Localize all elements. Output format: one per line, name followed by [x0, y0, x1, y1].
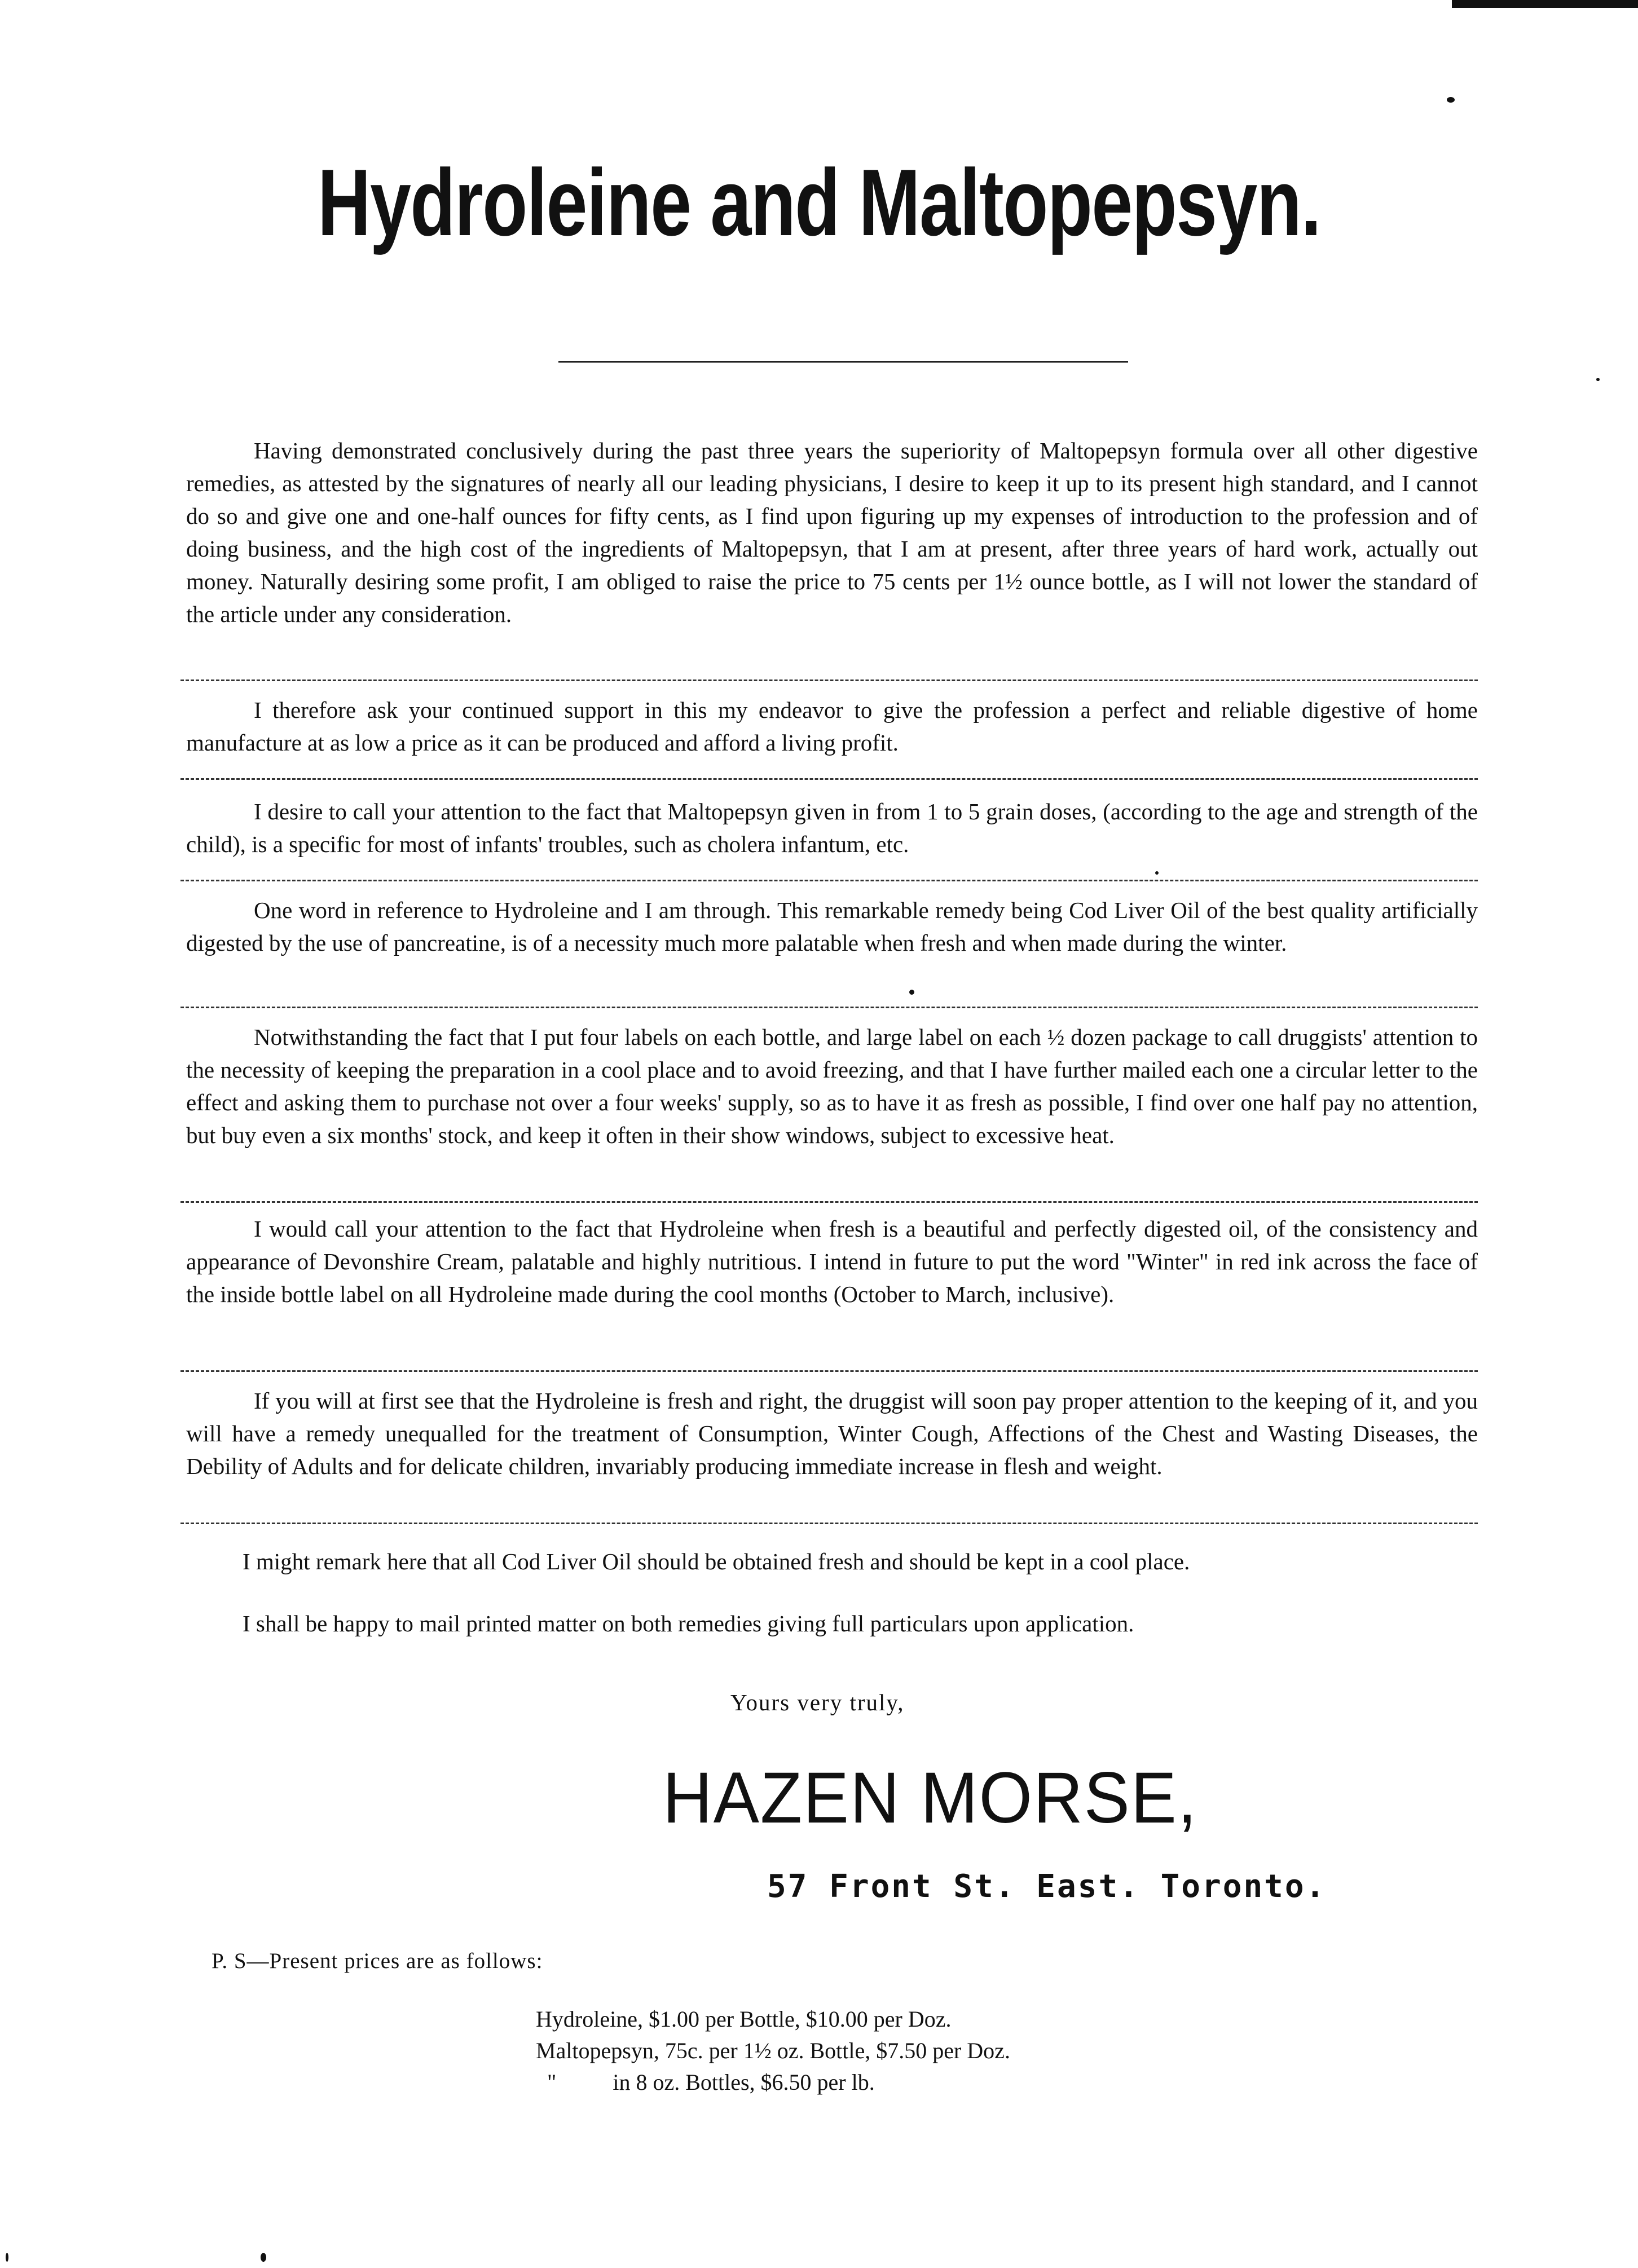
- section-divider: [180, 1007, 1478, 1008]
- closing-salutation: Yours very truly,: [730, 1689, 905, 1715]
- section-divider: [180, 679, 1478, 681]
- remark-printed-matter: I shall be happy to mail printed matter on both remedies giving full particulars upon application.: [243, 1610, 1134, 1636]
- remark-cod-liver-oil: I might remark here that all Cod Liver Oil should be obtained fresh and should be kept in a cool place.: [243, 1548, 1190, 1574]
- scan-edge-mark: [1452, 0, 1638, 8]
- paragraph-infant-doses: I desire to call your attention to the fact that Maltopepsyn given in from 1 to 5 grain doses, (according to the age and strength of the child), is a specific for most of infants' troubles, such as cholera infantum, etc.: [186, 798, 1478, 857]
- paragraph-hydroleine: One word in reference to Hydroleine and I am through. This remarkable remedy being Cod Liver Oil of the best quality artificially digested by the use of pancreatine, is of a necessity much more palatable when fresh and when made during the winter.: [186, 897, 1478, 956]
- title-rule: [558, 361, 1128, 363]
- paragraph-continued-support: I therefore ask your continued support in this my endeavor to give the profession a perfect and reliable digestive of home manufacture at as low a price as it can be produced and afford a living profit.: [186, 697, 1478, 756]
- scan-speck: [261, 2253, 266, 2262]
- paragraph-remedy-benefits: If you will at first see that the Hydroleine is fresh and right, the druggist will soon pay proper attention to the keeping of it, and you will have a remedy unequalled for the treatment of Consumption, Winter Cough, Affections of the Chest and Wasting Diseases, the Debility of Adults and for delicate children, invariably producing immediate increase in flesh and weight.: [186, 1388, 1478, 1479]
- scan-speck: [1596, 378, 1600, 381]
- price-line-maltopepsyn: Maltopepsyn, 75c. per 1½ oz. Bottle, $7.50 per Doz.: [536, 2038, 1010, 2063]
- paragraph-labels-freshness: Notwithstanding the fact that I put four labels on each bottle, and large label on each ½ dozen package to call druggists' attention to the necessity of keeping the preparation in a cool place and to avoid freezing, and that I have further mailed each one a circular letter to the effect and asking them to purchase not over a four weeks' supply, so as to have it as fresh as possible, I find over one half pay no attention, but buy even a six months' stock, and keep it often in their show windows, subject to excessive heat.: [186, 1024, 1478, 1148]
- scan-speck: [6, 2253, 8, 2262]
- signature-name: HAZEN MORSE,: [663, 1758, 1198, 1838]
- paragraph-winter-label: I would call your attention to the fact that Hydroleine when fresh is a beautiful and perfectly digested oil, of the consistency and appearance of Devonshire Cream, palatable and highly nutritious. I intend in future to put the word "Winter" in red ink across the face of the inside bottle label on all Hydroleine made during the cool months (October to March, inclusive).: [186, 1216, 1478, 1307]
- paragraph-price-increase: Having demonstrated conclusively during the past three years the superiority of Maltopepsyn formula over all other digestive remedies, as attested by the signatures of nearly all our leading physicians, I desire to keep it up to its present high standard, and I cannot do so and give one and one-half ounces for fifty cents, as I find upon figuring up my expenses of introduction to the profession and of doing business, and the high cost of the ingredients of Maltopepsyn, that I am at present, after three years of hard work, actually out money. Naturally desiring some profit, I am obliged to raise the price to 75 cents per 1½ ounce bottle, as I will not lower the standard of the article under any consideration.: [186, 438, 1478, 627]
- price-list: [536, 2004, 1010, 2098]
- price-line-hydroleine: Hydroleine, $1.00 per Bottle, $10.00 per Doz.: [536, 2006, 952, 2032]
- section-divider: [180, 1201, 1478, 1203]
- section-divider: [180, 778, 1478, 780]
- price-line-maltopepsyn-bulk: " in 8 oz. Bottles, $6.50 per lb.: [536, 2070, 875, 2095]
- signature-address: 57 Front St. East. Toronto.: [767, 1868, 1327, 1905]
- section-divider: [180, 880, 1478, 881]
- section-divider: [180, 1370, 1478, 1372]
- scan-speck: [1447, 97, 1455, 103]
- scan-speck: [909, 990, 914, 995]
- postscript-heading: P. S—Present prices are as follows:: [212, 1949, 543, 1973]
- section-divider: [180, 1523, 1478, 1524]
- document-title: Hydroleine and Maltopepsyn.: [317, 149, 1321, 255]
- scan-speck: [1155, 871, 1159, 875]
